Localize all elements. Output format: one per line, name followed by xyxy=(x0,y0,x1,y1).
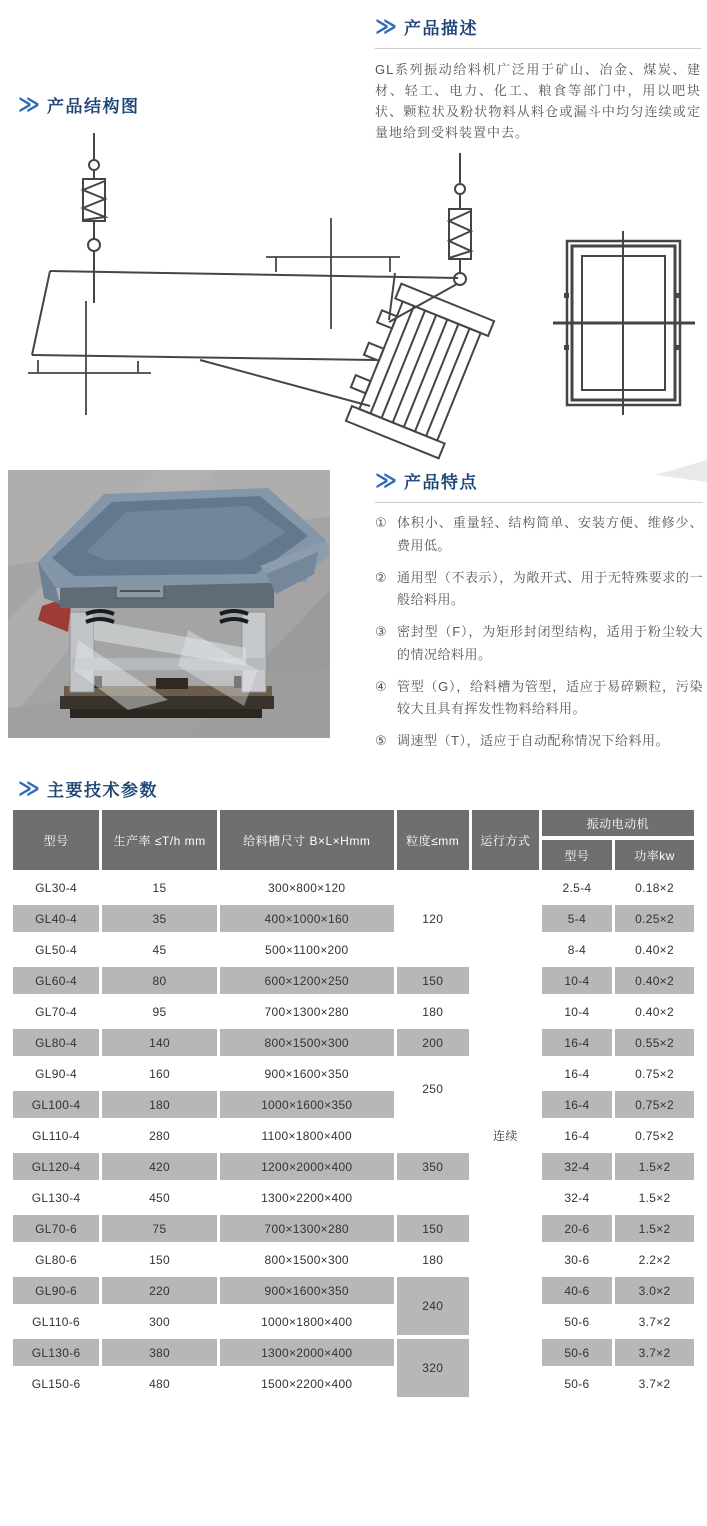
header-trough: 给料槽尺寸 B×L×Hmm xyxy=(220,810,394,870)
param-cell: 15 xyxy=(102,874,217,901)
feature-item xyxy=(375,621,703,667)
param-cell: GL80-4 xyxy=(13,1029,99,1056)
param-row xyxy=(13,1215,694,1242)
param-cell: 0.40×2 xyxy=(615,936,694,963)
param-row xyxy=(13,1091,694,1118)
param-cell: 280 xyxy=(102,1122,217,1149)
param-cell: 140 xyxy=(102,1029,217,1056)
product-photo xyxy=(8,470,330,738)
param-cell: 150 xyxy=(102,1246,217,1273)
param-cell: 32-4 xyxy=(542,1184,612,1211)
param-cell: 180 xyxy=(102,1091,217,1118)
param-cell: 10-4 xyxy=(542,967,612,994)
param-cell: 32-4 xyxy=(542,1153,612,1180)
param-cell: 0.75×2 xyxy=(615,1060,694,1087)
param-cell: GL80-6 xyxy=(13,1246,99,1273)
param-cell: 8-4 xyxy=(542,936,612,963)
section-divider xyxy=(375,48,701,49)
param-cell: 16-4 xyxy=(542,1122,612,1149)
param-cell: 480 xyxy=(102,1370,217,1397)
param-cell: 900×1600×350 xyxy=(220,1060,394,1087)
param-cell: 600×1200×250 xyxy=(220,967,394,994)
param-cell: 5-4 xyxy=(542,905,612,932)
feature-item xyxy=(375,730,703,753)
param-cell: 0.18×2 xyxy=(615,874,694,901)
param-row xyxy=(13,998,694,1025)
centerline-mark-left xyxy=(28,301,151,415)
param-cell: 3.7×2 xyxy=(615,1308,694,1335)
param-cell: 180 xyxy=(397,998,469,1025)
param-cell: 10-4 xyxy=(542,998,612,1025)
feature-number: ③ xyxy=(375,624,387,639)
features-list xyxy=(375,512,703,753)
param-cell: 0.25×2 xyxy=(615,905,694,932)
param-cell: 700×1300×280 xyxy=(220,998,394,1025)
param-row xyxy=(13,1339,694,1366)
param-cell: GL30-4 xyxy=(13,874,99,901)
param-cell xyxy=(397,1184,469,1211)
param-cell: 1.5×2 xyxy=(615,1215,694,1242)
parameters-table xyxy=(10,806,697,1401)
param-row xyxy=(13,967,694,994)
centerline-mark-right xyxy=(266,218,400,329)
feature-text: 通用型（不表示），为敞开式、用于无特殊要求的一般给料用。 xyxy=(397,569,703,608)
param-cell: 0.40×2 xyxy=(615,967,694,994)
param-cell: 16-4 xyxy=(542,1091,612,1118)
param-cell: 50-6 xyxy=(542,1308,612,1335)
feature-item xyxy=(375,676,703,722)
param-row xyxy=(13,1029,694,1056)
feature-text: 管型（G），给料槽为管型，适应于易碎颗粒，污染较大且具有挥发性物料给料用。 xyxy=(397,678,703,717)
param-cell: 0.40×2 xyxy=(615,998,694,1025)
param-cell: 40-6 xyxy=(542,1277,612,1304)
feature-number: ② xyxy=(375,569,387,585)
param-row xyxy=(13,874,694,901)
parameters-section-heading xyxy=(18,776,158,801)
feature-number: ④ xyxy=(375,678,387,694)
param-cell: 400×1000×160 xyxy=(220,905,394,932)
header-particle: 粒度≤mm xyxy=(397,810,469,870)
param-cell: 150 xyxy=(397,967,469,994)
structure-section-heading xyxy=(18,92,139,117)
param-cell: GL90-4 xyxy=(13,1060,99,1087)
double-chevron-icon: ≫ xyxy=(18,776,40,801)
param-cell: 20-6 xyxy=(542,1215,612,1242)
structure-diagram xyxy=(8,133,700,468)
param-cell: 120 xyxy=(397,874,469,963)
param-cell: 450 xyxy=(102,1184,217,1211)
param-cell: 250 xyxy=(397,1060,469,1118)
description-text: GL系列振动给料机广泛用于矿山、冶金、煤炭、建材、轻工、电力、化工、粮食等部门中，用以吧块状、颗粒状及粉状物料从料仓或漏斗中均匀连续或定量地给到受料装置中去。 xyxy=(375,62,701,141)
param-cell: 16-4 xyxy=(542,1060,612,1087)
param-cell: 320 xyxy=(397,1339,469,1397)
param-cell: 1500×2200×400 xyxy=(220,1370,394,1397)
param-cell: 900×1600×350 xyxy=(220,1277,394,1304)
param-cell: GL60-4 xyxy=(13,967,99,994)
param-cell: 1000×1800×400 xyxy=(220,1308,394,1335)
param-cell: GL110-4 xyxy=(13,1122,99,1149)
header-motor-power: 功率kw xyxy=(615,840,694,870)
param-row xyxy=(13,1122,694,1149)
param-cell: 30-6 xyxy=(542,1246,612,1273)
param-cell: 500×1100×200 xyxy=(220,936,394,963)
param-cell: 1300×2200×400 xyxy=(220,1184,394,1211)
param-cell: GL110-6 xyxy=(13,1308,99,1335)
param-cell: GL40-4 xyxy=(13,905,99,932)
trough-top-view xyxy=(553,231,695,415)
param-cell: 50-6 xyxy=(542,1370,612,1397)
feature-text: 调速型（T），适应于自动配称情况下给料用。 xyxy=(397,733,669,748)
features-section-heading xyxy=(375,468,703,493)
param-cell: 180 xyxy=(397,1246,469,1273)
features-section xyxy=(375,468,703,753)
description-section-heading xyxy=(375,14,701,39)
header-model: 型号 xyxy=(13,810,99,870)
param-cell: 3.0×2 xyxy=(615,1277,694,1304)
param-cell: 1300×2000×400 xyxy=(220,1339,394,1366)
table-header-row xyxy=(13,810,694,836)
param-cell: 80 xyxy=(102,967,217,994)
param-cell: GL50-4 xyxy=(13,936,99,963)
structure-title: 产品结构图 xyxy=(46,97,140,116)
params-table-body xyxy=(13,874,694,1397)
param-cell: 95 xyxy=(102,998,217,1025)
param-cell: 0.75×2 xyxy=(615,1091,694,1118)
param-cell: GL150-6 xyxy=(13,1370,99,1397)
header-motor-group: 振动电动机 xyxy=(542,810,694,836)
param-cell: 35 xyxy=(102,905,217,932)
feature-text: 体积小、重量轻、结构简单、安装方便、维修少、费用低。 xyxy=(397,515,703,553)
vibration-motor xyxy=(339,281,495,459)
param-cell: 16-4 xyxy=(542,1029,612,1056)
param-row xyxy=(13,1308,694,1335)
param-cell: 200 xyxy=(397,1029,469,1056)
param-cell: 160 xyxy=(102,1060,217,1087)
param-cell: GL130-6 xyxy=(13,1339,99,1366)
param-cell: 1.5×2 xyxy=(615,1153,694,1180)
param-cell: 420 xyxy=(102,1153,217,1180)
double-chevron-icon: ≫ xyxy=(375,14,397,39)
header-operation: 运行方式 xyxy=(472,810,539,870)
param-cell: 连续 xyxy=(472,874,539,1397)
param-cell: 240 xyxy=(397,1277,469,1335)
param-cell: 75 xyxy=(102,1215,217,1242)
feature-item xyxy=(375,512,703,558)
param-cell: 2.2×2 xyxy=(615,1246,694,1273)
header-rate: 生产率 ≤T/h mm xyxy=(102,810,217,870)
param-cell: 380 xyxy=(102,1339,217,1366)
param-cell: GL90-6 xyxy=(13,1277,99,1304)
param-cell: 220 xyxy=(102,1277,217,1304)
param-cell: 0.55×2 xyxy=(615,1029,694,1056)
double-chevron-icon: ≫ xyxy=(375,468,397,493)
param-cell: 2.5-4 xyxy=(542,874,612,901)
header-motor-model: 型号 xyxy=(542,840,612,870)
param-cell: 1200×2000×400 xyxy=(220,1153,394,1180)
param-row xyxy=(13,1370,694,1397)
param-cell: GL100-4 xyxy=(13,1091,99,1118)
right-spring-hanger xyxy=(449,153,471,285)
param-cell: GL120-4 xyxy=(13,1153,99,1180)
param-cell xyxy=(397,1122,469,1149)
param-cell: GL70-6 xyxy=(13,1215,99,1242)
param-cell: 50-6 xyxy=(542,1339,612,1366)
param-cell: 300×800×120 xyxy=(220,874,394,901)
feature-number: ① xyxy=(375,515,387,530)
param-row xyxy=(13,1060,694,1087)
param-row xyxy=(13,1153,694,1180)
description-title: 产品描述 xyxy=(403,19,478,38)
param-cell: 300 xyxy=(102,1308,217,1335)
param-row xyxy=(13,1184,694,1211)
param-cell: 800×1500×300 xyxy=(220,1246,394,1273)
param-row xyxy=(13,905,694,932)
feature-number: ⑤ xyxy=(375,733,387,748)
feature-item xyxy=(375,567,703,613)
double-chevron-icon: ≫ xyxy=(18,92,40,117)
param-cell: 45 xyxy=(102,936,217,963)
description-section xyxy=(375,14,701,156)
left-spring-hanger xyxy=(83,133,105,303)
param-row xyxy=(13,1277,694,1304)
param-cell: 1100×1800×400 xyxy=(220,1122,394,1149)
param-cell: 0.75×2 xyxy=(615,1122,694,1149)
param-cell: 3.7×2 xyxy=(615,1339,694,1366)
parameters-title: 主要技术参数 xyxy=(46,781,158,800)
param-row xyxy=(13,1246,694,1273)
param-cell: 1000×1600×350 xyxy=(220,1091,394,1118)
param-cell: 3.7×2 xyxy=(615,1370,694,1397)
param-cell: 700×1300×280 xyxy=(220,1215,394,1242)
section-divider xyxy=(375,502,703,503)
param-cell: GL70-4 xyxy=(13,998,99,1025)
param-row xyxy=(13,936,694,963)
feature-text: 密封型（F），为矩形封闭型结构，适用于粉尘较大的情况给料用。 xyxy=(397,624,703,662)
param-cell: 350 xyxy=(397,1153,469,1180)
param-cell: 800×1500×300 xyxy=(220,1029,394,1056)
param-cell: GL130-4 xyxy=(13,1184,99,1211)
param-cell: 1.5×2 xyxy=(615,1184,694,1211)
param-cell: 150 xyxy=(397,1215,469,1242)
features-title: 产品特点 xyxy=(403,473,478,492)
